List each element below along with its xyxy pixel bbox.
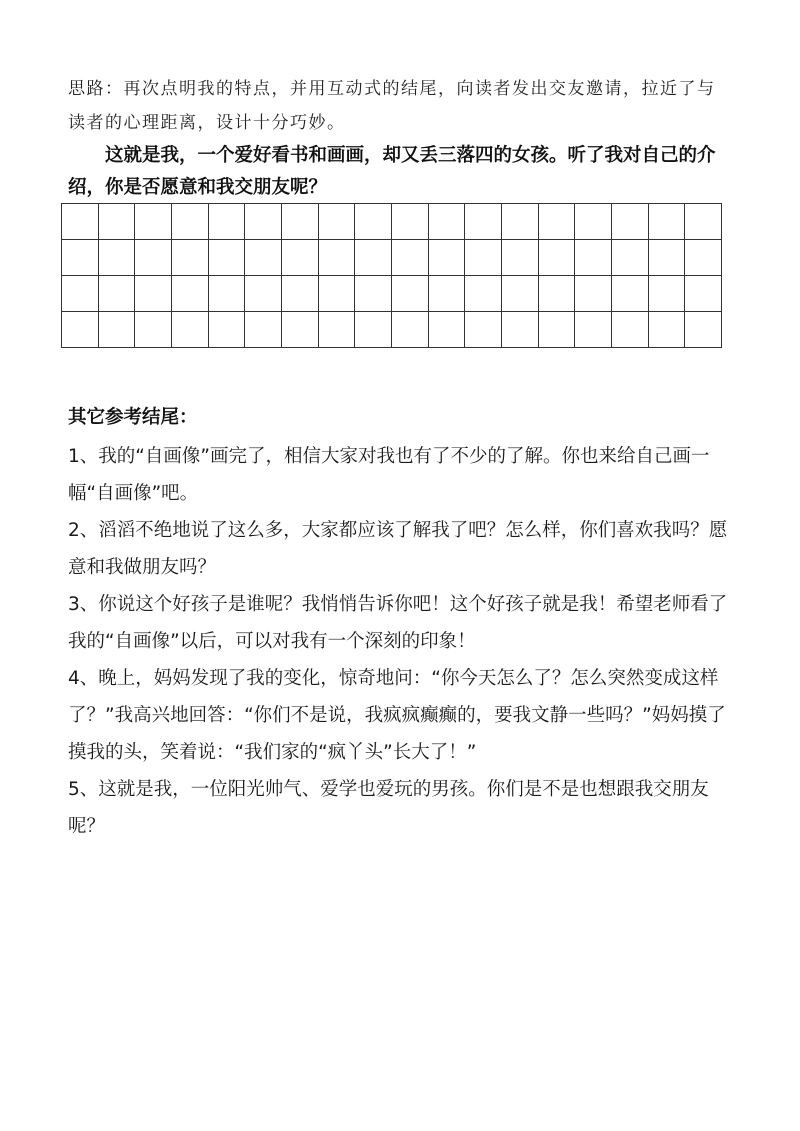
- grid-cell: [62, 276, 99, 312]
- grid-cell: [99, 276, 136, 312]
- grid-cell: [465, 240, 502, 276]
- grid-cell: [612, 240, 649, 276]
- grid-cell: [209, 276, 246, 312]
- grid-cell: [612, 312, 649, 348]
- grid-cell: [539, 240, 576, 276]
- grid-cell: [209, 204, 246, 240]
- grid-cell: [502, 276, 539, 312]
- reference-ending-1: 1、我的“自画像”画完了，相信大家对我也有了不少的了解。你也来给自己画一幅“自画像”吧。: [68, 446, 710, 504]
- grid-cell: [99, 204, 136, 240]
- grid-cell: [685, 276, 722, 312]
- grid-cell: [685, 240, 722, 276]
- section-title: 其它参考结尾：: [68, 407, 198, 428]
- grid-cell: [392, 312, 429, 348]
- reference-ending-4: 4、晚上，妈妈发现了我的变化，惊奇地问：“你今天怎么了？怎么突然变成这样了？”我高兴地回答：“你们不是说，我疯疯癫癫的，要我文静一些吗？”妈妈摸了摸我的头，笑着说：“我们家的“疯丫头”长大了！”: [68, 668, 726, 763]
- grid-cell: [465, 276, 502, 312]
- grid-cell: [355, 204, 392, 240]
- grid-cell: [282, 312, 319, 348]
- grid-cell: [502, 204, 539, 240]
- grid-cell: [319, 312, 356, 348]
- reference-ending-2: 2、滔滔不绝地说了这么多，大家都应该了解我了吧？怎么样，你们喜欢我吗？愿意和我做朋友吗？: [68, 520, 728, 578]
- grid-cell: [612, 204, 649, 240]
- grid-cell: [172, 276, 209, 312]
- grid-cell: [355, 276, 392, 312]
- grid-cell: [172, 204, 209, 240]
- grid-cell: [209, 240, 246, 276]
- grid-cell: [319, 276, 356, 312]
- grid-cell: [575, 240, 612, 276]
- grid-cell: [355, 312, 392, 348]
- grid-cell: [539, 312, 576, 348]
- grid-cell: [465, 204, 502, 240]
- grid-cell: [539, 276, 576, 312]
- grid-cell: [685, 312, 722, 348]
- grid-cell: [392, 240, 429, 276]
- grid-cell: [282, 240, 319, 276]
- grid-cell: [62, 204, 99, 240]
- grid-cell: [649, 204, 686, 240]
- grid-cell: [465, 312, 502, 348]
- grid-cell: [319, 204, 356, 240]
- grid-cell: [282, 204, 319, 240]
- grid-cell: [502, 312, 539, 348]
- grid-cell: [355, 240, 392, 276]
- grid-cell: [282, 276, 319, 312]
- grid-cell: [319, 240, 356, 276]
- grid-cell: [429, 204, 466, 240]
- grid-cell: [502, 240, 539, 276]
- grid-cell: [135, 276, 172, 312]
- grid-cell: [172, 312, 209, 348]
- reference-ending-5: 5、这就是我，一位阳光帅气、爱学也爱玩的男孩。你们是不是也想跟我交朋友呢？: [68, 779, 709, 837]
- grid-cell: [135, 312, 172, 348]
- grid-cell: [209, 312, 246, 348]
- grid-cell: [575, 276, 612, 312]
- grid-cell: [429, 276, 466, 312]
- grid-cell: [135, 240, 172, 276]
- grid-cell: [429, 312, 466, 348]
- grid-cell: [99, 312, 136, 348]
- grid-cell: [649, 240, 686, 276]
- grid-cell: [392, 204, 429, 240]
- grid-cell: [685, 204, 722, 240]
- grid-cell: [539, 204, 576, 240]
- grid-cell: [245, 276, 282, 312]
- grid-cell: [575, 204, 612, 240]
- grid-cell: [392, 276, 429, 312]
- analysis-paragraph: 思路：再次点明我的特点，并用互动式的结尾，向读者发出交友邀请，拉近了与读者的心理距离，设计十分巧妙。: [68, 79, 716, 133]
- grid-cell: [649, 312, 686, 348]
- grid-cell: [135, 204, 172, 240]
- grid-cell: [245, 240, 282, 276]
- grid-cell: [245, 204, 282, 240]
- grid-cell: [429, 240, 466, 276]
- grid-cell: [575, 312, 612, 348]
- reference-ending-3: 3、你说这个好孩子是谁呢？我悄悄告诉你吧！这个好孩子就是我！希望老师看了我的“自画像”以后，可以对我有一个深刻的印象！: [68, 594, 728, 652]
- writing-grid: [61, 203, 722, 348]
- grid-cell: [612, 276, 649, 312]
- grid-cell: [172, 240, 209, 276]
- reference-endings-list: [68, 438, 736, 845]
- grid-cell: [99, 240, 136, 276]
- grid-cell: [62, 240, 99, 276]
- grid-cell: [62, 312, 99, 348]
- example-ending-paragraph: 这就是我，一个爱好看书和画画，却又丢三落四的女孩。听了我对自己的介绍，你是否愿意和我交朋友呢？: [68, 145, 716, 198]
- grid-cell: [649, 276, 686, 312]
- grid-cell: [245, 312, 282, 348]
